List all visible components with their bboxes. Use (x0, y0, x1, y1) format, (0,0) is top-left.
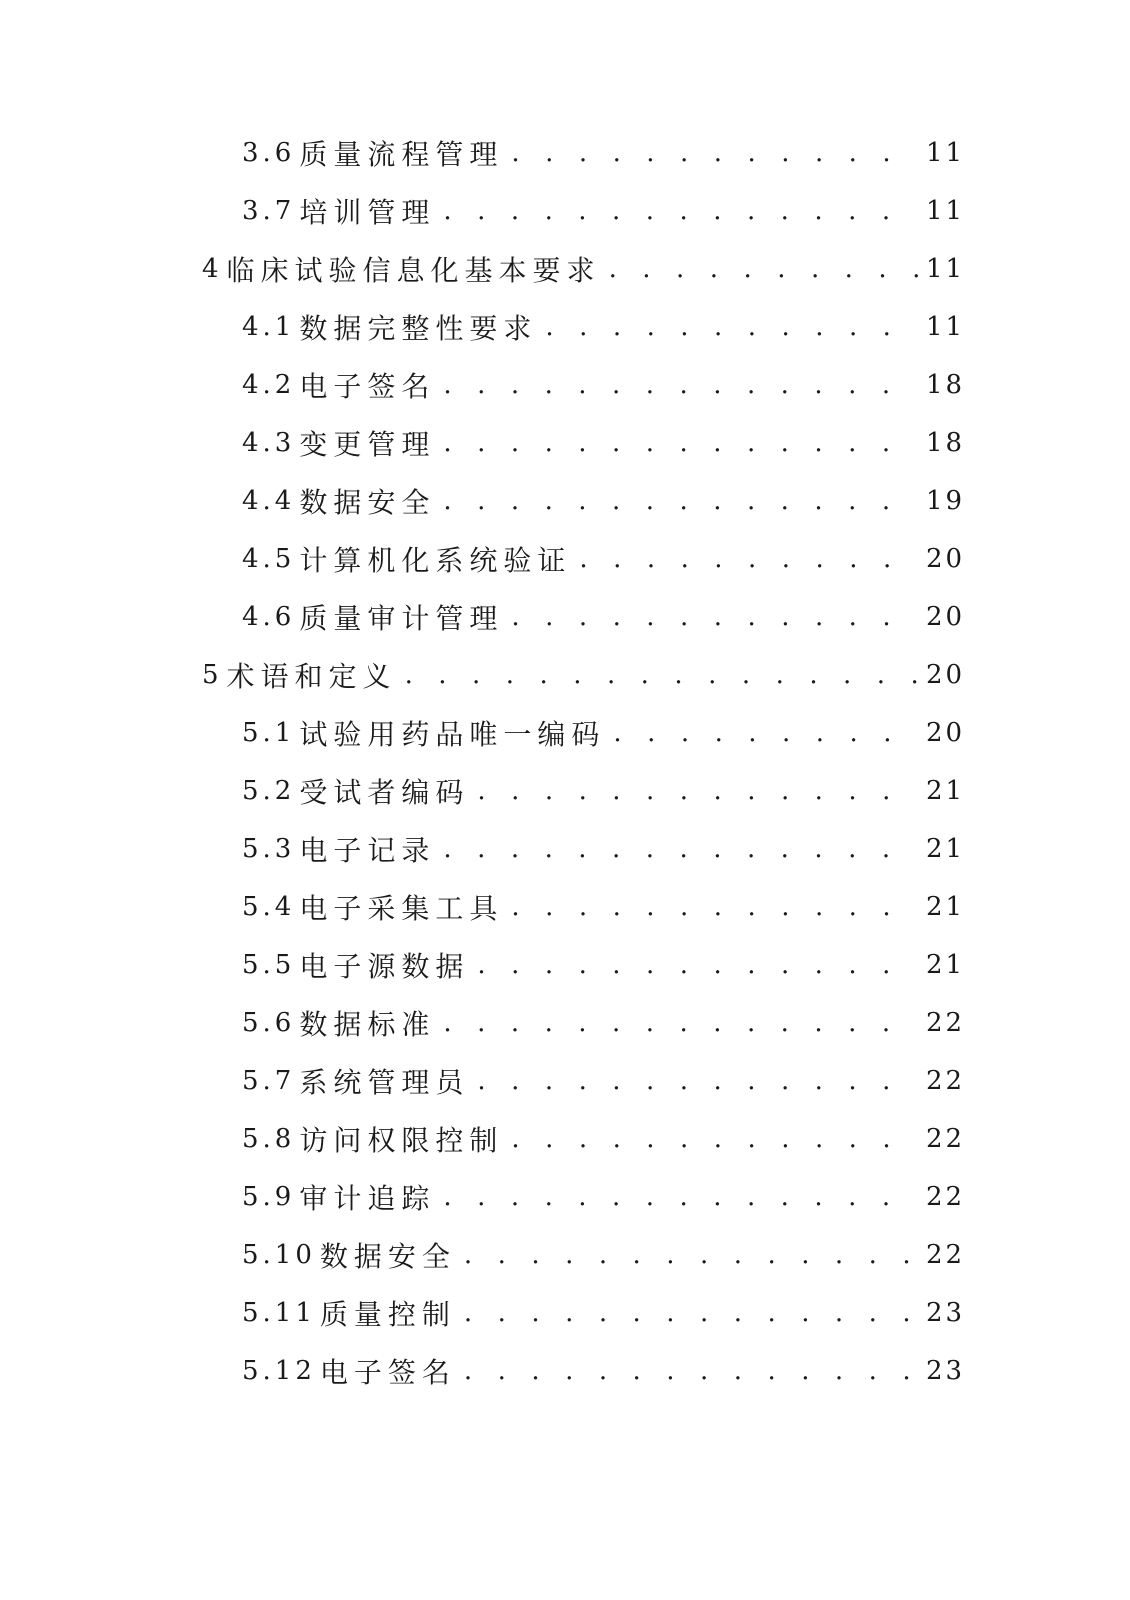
toc-entry-title: 数据完整性要求 (299, 312, 538, 345)
toc-entry-row (242, 1110, 966, 1168)
toc-entry-page-number: 11 (926, 312, 966, 342)
toc-dot-leader (469, 776, 918, 806)
toc-entry-page-number: 11 (926, 196, 966, 226)
toc-dot-leader (435, 834, 918, 864)
toc-entry-row (242, 182, 966, 240)
toc-entry[interactable] (0, 1168, 1130, 1226)
toc-entry[interactable] (0, 1052, 1130, 1110)
toc-dot-leader (601, 254, 918, 284)
toc-entry-title: 访问权限控制 (299, 1124, 504, 1157)
toc-entry[interactable] (0, 1342, 1130, 1400)
toc-entry-row (242, 414, 966, 472)
toc-dot-leader (503, 602, 918, 632)
toc-dot-leader (537, 312, 918, 342)
toc-entry-number: 5.11 (242, 1298, 316, 1328)
toc-entry-title: 质量审计管理 (299, 602, 504, 635)
toc-entry-row (242, 820, 966, 878)
toc-entry[interactable] (0, 588, 1130, 646)
toc-entry-number: 4.4 (242, 486, 296, 516)
toc-entry[interactable] (0, 298, 1130, 356)
toc-entry-title: 临床试验信息化基本要求 (226, 254, 601, 287)
toc-dot-leader (605, 718, 918, 748)
toc-entry[interactable] (0, 704, 1130, 762)
toc-entry-title: 计算机化系统验证 (299, 544, 572, 577)
toc-entry-number: 5.3 (242, 834, 296, 864)
toc-dot-leader (456, 1298, 918, 1328)
toc-entry-row (242, 124, 966, 182)
toc-entry[interactable] (0, 356, 1130, 414)
toc-entry-title: 电子签名 (319, 1356, 456, 1389)
toc-entry[interactable] (0, 762, 1130, 820)
toc-entry-page-number: 11 (926, 254, 966, 284)
toc-entry-row (242, 994, 966, 1052)
toc-dot-leader (503, 138, 918, 168)
toc-entry-number: 3.7 (242, 196, 296, 226)
table-of-contents (0, 124, 1130, 1400)
toc-entry-page-number: 22 (926, 1182, 966, 1212)
toc-entry-page-number: 23 (926, 1298, 966, 1328)
toc-dot-leader (456, 1356, 918, 1386)
toc-entry-page-number: 22 (926, 1240, 966, 1270)
toc-dot-leader (456, 1240, 918, 1270)
toc-entry-number: 3.6 (242, 138, 296, 168)
toc-entry-row (242, 530, 966, 588)
toc-entry-page-number: 11 (926, 138, 966, 168)
toc-entry-number: 5.2 (242, 776, 296, 806)
toc-entry[interactable] (0, 994, 1130, 1052)
toc-entry-row (202, 646, 966, 704)
toc-entry-number: 5.9 (242, 1182, 296, 1212)
toc-entry-title: 电子记录 (299, 834, 436, 867)
toc-dot-leader (469, 1066, 918, 1096)
toc-entry-number: 4.6 (242, 602, 296, 632)
toc-entry[interactable] (0, 182, 1130, 240)
toc-entry-title: 变更管理 (299, 428, 436, 461)
toc-entry-number: 4.1 (242, 312, 296, 342)
toc-entry[interactable] (0, 646, 1130, 704)
toc-entry-title: 数据安全 (319, 1240, 456, 1273)
toc-entry-row (242, 1226, 966, 1284)
toc-entry[interactable] (0, 820, 1130, 878)
toc-entry-page-number: 18 (926, 428, 966, 458)
toc-entry-title: 系统管理员 (299, 1066, 470, 1099)
toc-entry-title: 术语和定义 (226, 660, 397, 693)
toc-entry-page-number: 18 (926, 370, 966, 400)
toc-entry-number: 4.5 (242, 544, 296, 574)
toc-dot-leader (435, 370, 918, 400)
toc-entry-number: 5.5 (242, 950, 296, 980)
toc-entry-page-number: 20 (926, 602, 966, 632)
toc-entry-page-number: 22 (926, 1066, 966, 1096)
toc-entry[interactable] (0, 1110, 1130, 1168)
toc-entry-title: 数据安全 (299, 486, 436, 519)
toc-dot-leader (435, 486, 918, 516)
toc-entry-page-number: 19 (926, 486, 966, 516)
toc-entry-page-number: 22 (926, 1124, 966, 1154)
toc-entry-row (242, 472, 966, 530)
toc-entry-number: 4 (202, 254, 223, 284)
toc-entry-row (242, 1168, 966, 1226)
toc-dot-leader (435, 196, 918, 226)
toc-dot-leader (469, 950, 918, 980)
toc-entry-page-number: 20 (926, 544, 966, 574)
toc-entry-title: 数据标准 (299, 1008, 436, 1041)
toc-entry[interactable] (0, 530, 1130, 588)
toc-entry[interactable] (0, 1284, 1130, 1342)
toc-entry-number: 5.7 (242, 1066, 296, 1096)
toc-entry-title: 试验用药品唯一编码 (299, 718, 606, 751)
toc-entry-number: 5.8 (242, 1124, 296, 1154)
toc-entry-row (242, 1052, 966, 1110)
toc-dot-leader (435, 428, 918, 458)
toc-entry-row (242, 1342, 966, 1400)
toc-entry-number: 4.3 (242, 428, 296, 458)
toc-entry-title: 电子源数据 (299, 950, 470, 983)
toc-entry[interactable] (0, 240, 1130, 298)
toc-entry-row (242, 1284, 966, 1342)
toc-entry-row (242, 878, 966, 936)
toc-entry-number: 5.10 (242, 1240, 316, 1270)
toc-entry-row (242, 356, 966, 414)
toc-dot-leader (503, 1124, 918, 1154)
toc-entry-title: 受试者编码 (299, 776, 470, 809)
toc-entry-number: 4.2 (242, 370, 296, 400)
toc-entry[interactable] (0, 1226, 1130, 1284)
toc-entry-page-number: 20 (926, 718, 966, 748)
toc-entry-row (242, 298, 966, 356)
toc-entry-number: 5.1 (242, 718, 296, 748)
toc-entry-page-number: 21 (926, 950, 966, 980)
toc-entry-row (242, 588, 966, 646)
toc-entry-page-number: 20 (926, 660, 966, 690)
toc-entry-page-number: 21 (926, 892, 966, 922)
toc-entry-row (242, 762, 966, 820)
toc-entry[interactable] (0, 414, 1130, 472)
toc-entry-page-number: 22 (926, 1008, 966, 1038)
toc-entry-number: 5.6 (242, 1008, 296, 1038)
toc-dot-leader (397, 660, 918, 690)
toc-dot-leader (503, 892, 918, 922)
toc-dot-leader (435, 1008, 918, 1038)
toc-entry-row (242, 704, 966, 762)
toc-entry-title: 电子采集工具 (299, 892, 504, 925)
toc-entry[interactable] (0, 124, 1130, 182)
toc-entry[interactable] (0, 472, 1130, 530)
toc-entry-title: 培训管理 (299, 196, 436, 229)
toc-entry-row (202, 240, 966, 298)
toc-dot-leader (571, 544, 918, 574)
toc-entry-number: 5.4 (242, 892, 296, 922)
toc-entry-title: 审计追踪 (299, 1182, 436, 1215)
toc-entry-page-number: 23 (926, 1356, 966, 1386)
toc-entry-number: 5 (202, 660, 223, 690)
toc-entry[interactable] (0, 878, 1130, 936)
toc-entry-title: 质量流程管理 (299, 138, 504, 171)
toc-entry-number: 5.12 (242, 1356, 316, 1386)
toc-dot-leader (435, 1182, 918, 1212)
toc-entry-title: 质量控制 (319, 1298, 456, 1331)
toc-entry[interactable] (0, 936, 1130, 994)
toc-entry-title: 电子签名 (299, 370, 436, 403)
toc-entry-row (242, 936, 966, 994)
toc-entry-page-number: 21 (926, 776, 966, 806)
toc-entry-page-number: 21 (926, 834, 966, 864)
